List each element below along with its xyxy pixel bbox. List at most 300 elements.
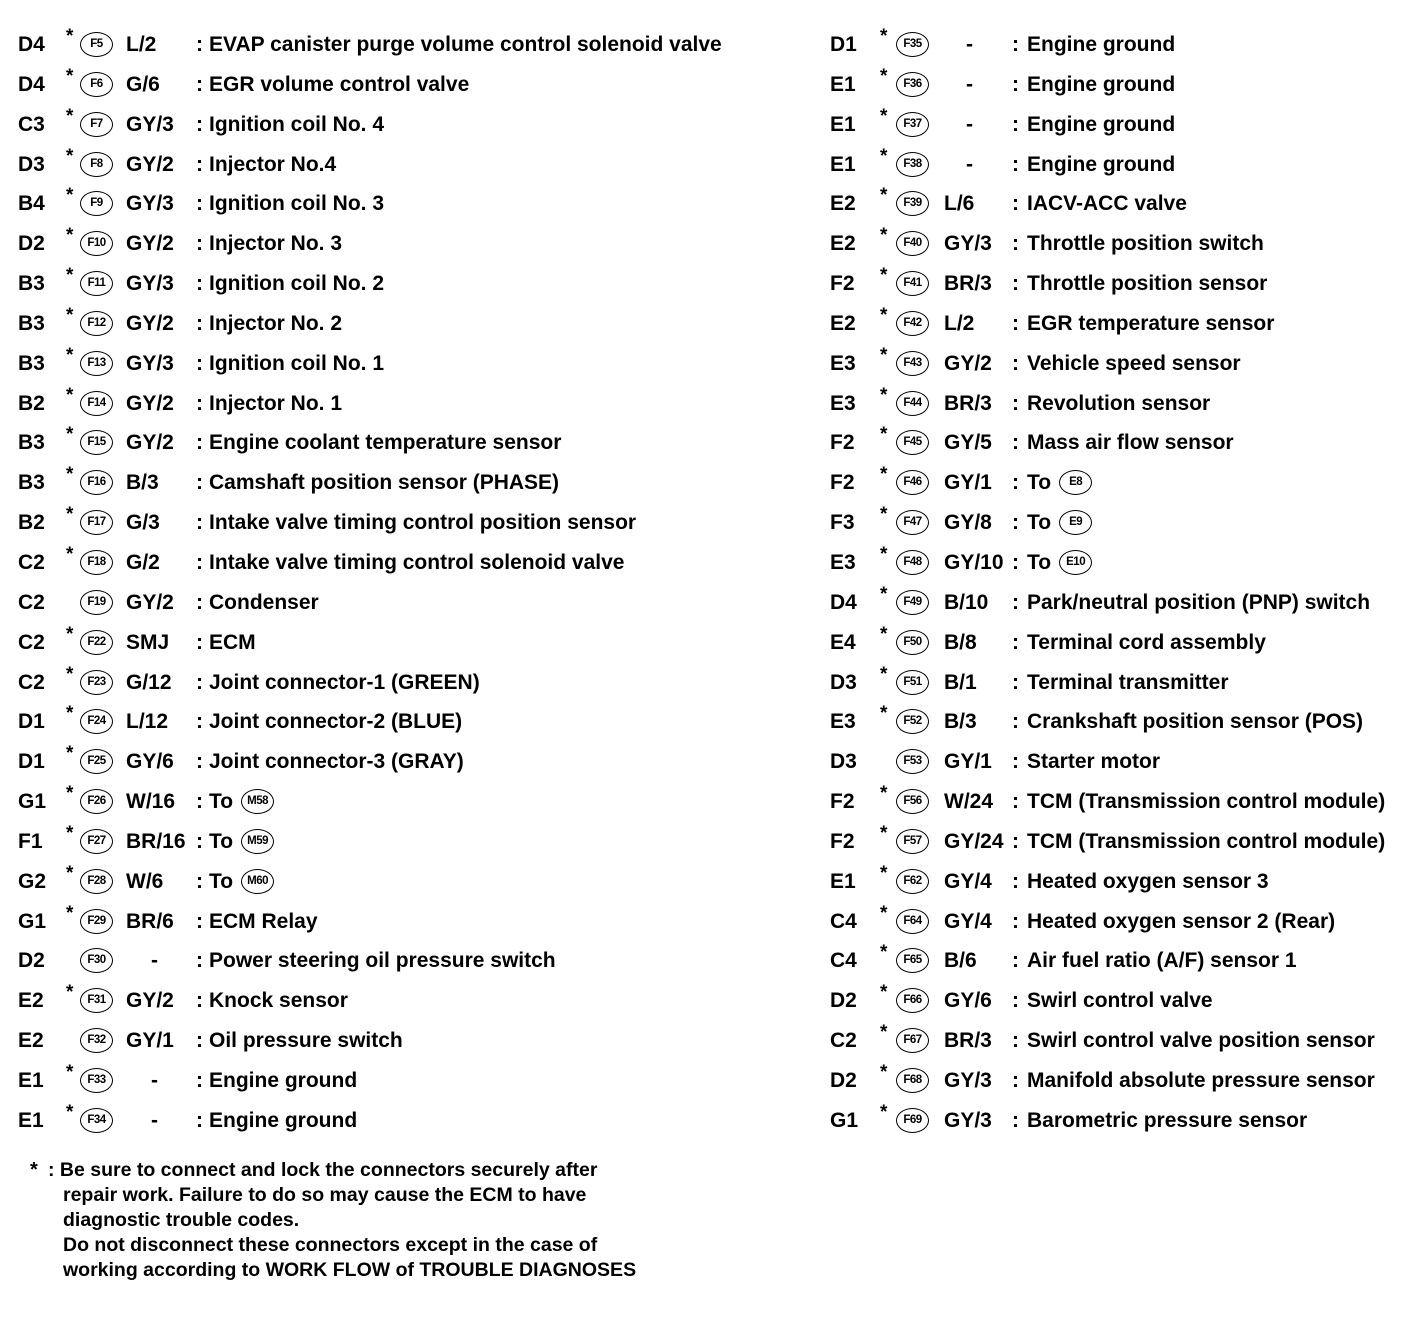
connector-symbol: F67 xyxy=(896,1028,929,1053)
asterisk-mark: * xyxy=(880,942,888,964)
connector-description xyxy=(1027,989,1213,1013)
description-text: Revolution sensor xyxy=(1027,391,1211,415)
colon: : xyxy=(1012,909,1019,933)
description-text: Vehicle speed sensor xyxy=(1027,351,1241,375)
connector-description xyxy=(1027,392,1210,416)
description-text: Heated oxygen sensor 2 (Rear) xyxy=(1027,909,1336,933)
connector-symbol: F66 xyxy=(896,988,929,1013)
description-text: Manifold absolute pressure sensor xyxy=(1027,1068,1375,1092)
connector-symbol: F38 xyxy=(896,152,929,177)
connector-symbol: F13 xyxy=(80,351,113,376)
connector-symbol: F16 xyxy=(80,470,113,495)
description-text: Park/neutral position (PNP) switch xyxy=(1027,590,1371,614)
connector-symbol: F8 xyxy=(80,152,113,177)
colon: : xyxy=(196,471,203,495)
asterisk-mark: * xyxy=(66,145,74,167)
grid-location: C2 xyxy=(18,590,45,614)
wire-color-terminals: G/3 xyxy=(126,511,160,535)
wire-color-terminals: L/2 xyxy=(944,311,975,335)
grid-location: E1 xyxy=(18,1108,44,1132)
warning-line: working according to WORK FLOW of TROUBLE DIAGNOSES xyxy=(63,1259,637,1281)
wire-color-terminals: - xyxy=(966,152,973,176)
connector-description xyxy=(1027,73,1175,97)
grid-location: E1 xyxy=(830,72,856,96)
connector-symbol: F46 xyxy=(896,470,929,495)
destination-connector-symbol: E10 xyxy=(1059,550,1092,575)
asterisk-mark: * xyxy=(66,344,74,366)
connector-description xyxy=(209,591,319,615)
grid-location: G2 xyxy=(18,869,47,893)
wire-color-terminals: B/8 xyxy=(944,630,977,654)
connector-description xyxy=(209,312,342,336)
connector-symbol: F9 xyxy=(80,191,113,216)
wire-color-terminals: BR/6 xyxy=(126,909,174,933)
connector-symbol: F11 xyxy=(80,271,113,296)
connector-description xyxy=(209,631,256,655)
colon: : xyxy=(196,869,203,893)
connector-description xyxy=(209,671,480,695)
grid-location: F1 xyxy=(18,829,43,853)
wire-color-terminals: - xyxy=(966,112,973,136)
description-text: Barometric pressure sensor xyxy=(1027,1108,1308,1132)
connector-symbol: F28 xyxy=(80,869,113,894)
asterisk-mark: * xyxy=(880,822,888,844)
connector-symbol: F36 xyxy=(896,72,929,97)
wire-color-terminals: GY/2 xyxy=(126,391,174,415)
colon: : xyxy=(196,710,203,734)
connector-description xyxy=(209,471,559,495)
description-text: EGR temperature sensor xyxy=(1027,311,1275,335)
connector-description xyxy=(209,113,384,137)
asterisk-mark: * xyxy=(880,225,888,247)
grid-location: D1 xyxy=(830,33,857,56)
wire-color-terminals: B/3 xyxy=(126,471,159,495)
note-line: : Be sure to connect and lock the connectors securely after xyxy=(48,1159,598,1181)
connector-description xyxy=(1027,232,1264,256)
asterisk-mark: * xyxy=(880,583,888,605)
grid-location: B3 xyxy=(18,311,45,335)
description-text: To xyxy=(209,790,234,814)
grid-location: D2 xyxy=(830,1068,857,1092)
description-text: Terminal cord assembly xyxy=(1027,630,1266,654)
colon: : xyxy=(1012,790,1019,814)
description-text: Ignition coil No. 1 xyxy=(209,351,384,375)
connector-description xyxy=(1027,710,1363,734)
connector-symbol: F7 xyxy=(80,112,113,137)
colon: : xyxy=(1012,471,1019,495)
connector-description xyxy=(1027,312,1274,336)
asterisk-mark: * xyxy=(880,623,888,645)
description-text: Ignition coil No. 2 xyxy=(209,272,384,296)
colon: : xyxy=(1012,511,1019,535)
connector-description xyxy=(209,352,384,376)
asterisk-mark: * xyxy=(66,783,74,805)
connector-symbol: F49 xyxy=(896,590,929,615)
asterisk-mark: * xyxy=(880,1022,888,1044)
wire-color-terminals: - xyxy=(151,1108,158,1132)
asterisk-mark: * xyxy=(66,623,74,645)
colon: : xyxy=(1012,1029,1019,1053)
colon: : xyxy=(196,630,203,654)
connector-symbol: F19 xyxy=(80,590,113,615)
connector-description xyxy=(1027,352,1241,376)
connector-symbol: F6 xyxy=(80,72,113,97)
description-text: Power steering oil pressure switch xyxy=(209,949,556,973)
connector-symbol: F68 xyxy=(896,1068,929,1093)
grid-location: F2 xyxy=(830,431,855,455)
colon: : xyxy=(1012,391,1019,415)
connector-description xyxy=(1027,471,1092,496)
colon: : xyxy=(1012,1108,1019,1132)
description-text: Injector No.4 xyxy=(209,152,337,176)
colon: : xyxy=(196,152,203,176)
asterisk-mark: * xyxy=(880,304,888,326)
colon: : xyxy=(196,112,203,136)
asterisk-mark: * xyxy=(66,424,74,446)
grid-location: D1 xyxy=(18,710,45,734)
connector-symbol: F39 xyxy=(896,191,929,216)
connector-symbol: F51 xyxy=(896,670,929,695)
colon: : xyxy=(1012,869,1019,893)
connector-description xyxy=(1027,551,1092,576)
wire-color-terminals: W/6 xyxy=(126,869,164,893)
description-text: Throttle position switch xyxy=(1027,232,1264,256)
asterisk-mark: * xyxy=(30,1159,38,1181)
wire-color-terminals: BR/16 xyxy=(126,829,186,853)
connector-description xyxy=(1027,830,1385,854)
colon: : xyxy=(1012,750,1019,774)
description-text: To xyxy=(1027,511,1052,535)
connector-description xyxy=(209,1109,357,1133)
grid-location: E3 xyxy=(830,391,856,415)
grid-location: E2 xyxy=(18,1029,44,1053)
colon: : xyxy=(196,351,203,375)
asterisk-mark: * xyxy=(880,982,888,1004)
connector-description xyxy=(1027,113,1175,137)
destination-connector-symbol: M59 xyxy=(241,829,274,854)
connector-symbol: F34 xyxy=(80,1108,113,1133)
wire-color-terminals: - xyxy=(966,33,973,56)
asterisk-mark: * xyxy=(66,862,74,884)
wire-color-terminals: BR/3 xyxy=(944,391,992,415)
connector-description xyxy=(209,272,384,296)
grid-location: F3 xyxy=(830,511,855,535)
grid-location: G1 xyxy=(830,1108,859,1132)
connector-symbol: F15 xyxy=(80,430,113,455)
asterisk-mark: * xyxy=(66,504,74,526)
colon: : xyxy=(196,1029,203,1053)
connector-symbol: F14 xyxy=(80,391,113,416)
description-text: Engine ground xyxy=(209,1068,358,1092)
asterisk-mark: * xyxy=(66,105,74,127)
colon: : xyxy=(1012,272,1019,296)
colon: : xyxy=(196,590,203,614)
connector-symbol: F33 xyxy=(80,1068,113,1093)
grid-location: E3 xyxy=(830,550,856,574)
connector-description xyxy=(209,73,469,97)
wire-color-terminals: W/16 xyxy=(126,790,176,814)
grid-location: D4 xyxy=(18,33,45,56)
connector-symbol: F50 xyxy=(896,630,929,655)
colon: : xyxy=(1012,949,1019,973)
wire-color-terminals: GY/3 xyxy=(944,232,992,256)
grid-location: B3 xyxy=(18,431,45,455)
colon: : xyxy=(196,33,203,56)
asterisk-mark: * xyxy=(66,743,74,765)
connector-symbol: F22 xyxy=(80,630,113,655)
description-text: Swirl control valve position sensor xyxy=(1027,1029,1375,1053)
connector-description xyxy=(209,790,274,815)
wire-color-terminals: GY/2 xyxy=(944,351,992,375)
grid-location: D2 xyxy=(18,949,45,973)
connector-description xyxy=(209,1029,403,1053)
description-text: EVAP canister purge volume control solenoid valve xyxy=(209,33,722,56)
wire-color-terminals: GY/2 xyxy=(126,590,174,614)
connector-description xyxy=(1027,33,1175,57)
wire-color-terminals: G/12 xyxy=(126,670,172,694)
connector-symbol: F29 xyxy=(80,909,113,934)
grid-location: D4 xyxy=(830,590,857,614)
connector-symbol: F45 xyxy=(896,430,929,455)
description-text: Intake valve timing control position sensor xyxy=(209,511,637,535)
asterisk-mark: * xyxy=(880,464,888,486)
description-text: Heated oxygen sensor 3 xyxy=(1027,869,1269,893)
grid-location: E1 xyxy=(830,152,856,176)
wire-color-terminals: GY/3 xyxy=(944,1108,992,1132)
description-text: To xyxy=(1027,551,1052,575)
asterisk-mark: * xyxy=(880,65,888,87)
asterisk-mark: * xyxy=(66,982,74,1004)
destination-connector-symbol: E8 xyxy=(1059,470,1092,495)
connector-description xyxy=(209,949,556,973)
connector-description xyxy=(1027,671,1229,695)
destination-connector-symbol: M58 xyxy=(241,789,274,814)
asterisk-mark: * xyxy=(66,543,74,565)
connector-symbol: F64 xyxy=(896,909,929,934)
wire-color-terminals: GY/2 xyxy=(126,311,174,335)
asterisk-mark: * xyxy=(880,1061,888,1083)
connector-symbol: F47 xyxy=(896,510,929,535)
connector-description xyxy=(1027,910,1335,934)
wire-color-terminals: GY/3 xyxy=(126,351,174,375)
wire-color-terminals: - xyxy=(966,72,973,96)
connector-symbol: F57 xyxy=(896,829,929,854)
grid-location: D4 xyxy=(18,72,45,96)
grid-location: B2 xyxy=(18,511,45,535)
asterisk-mark: * xyxy=(880,783,888,805)
colon: : xyxy=(196,72,203,96)
colon: : xyxy=(1012,431,1019,455)
asterisk-mark: * xyxy=(880,145,888,167)
grid-location: C4 xyxy=(830,909,857,933)
connector-description xyxy=(1027,949,1297,973)
grid-location: G1 xyxy=(18,790,47,814)
colon: : xyxy=(1012,630,1019,654)
description-text: To xyxy=(209,869,234,893)
asterisk-mark: * xyxy=(880,1101,888,1123)
colon: : xyxy=(1012,152,1019,176)
description-text: Starter motor xyxy=(1027,750,1161,774)
grid-location: B3 xyxy=(18,272,45,296)
connector-symbol: F26 xyxy=(80,789,113,814)
connector-symbol: F25 xyxy=(80,749,113,774)
asterisk-mark: * xyxy=(66,265,74,287)
warning-line: Do not disconnect these connectors except in the case of xyxy=(63,1234,598,1256)
description-text: Injector No. 1 xyxy=(209,391,343,415)
description-text: Engine ground xyxy=(1027,112,1176,136)
connector-symbol: F32 xyxy=(80,1028,113,1053)
asterisk-mark: * xyxy=(880,424,888,446)
description-text: Engine ground xyxy=(1027,152,1176,176)
colon: : xyxy=(1012,670,1019,694)
grid-location: E4 xyxy=(830,630,856,654)
grid-location: E2 xyxy=(18,989,44,1013)
asterisk-mark: * xyxy=(880,384,888,406)
description-text: Knock sensor xyxy=(209,989,348,1013)
wire-color-terminals: GY/4 xyxy=(944,869,992,893)
grid-location: E1 xyxy=(18,1068,44,1092)
description-text: Engine ground xyxy=(209,1108,358,1132)
colon: : xyxy=(196,1108,203,1132)
description-text: Ignition coil No. 3 xyxy=(209,192,384,216)
grid-location: C3 xyxy=(18,112,45,136)
connector-description xyxy=(209,870,274,895)
colon: : xyxy=(196,1068,203,1092)
description-text: Oil pressure switch xyxy=(209,1029,403,1053)
description-text: Intake valve timing control solenoid valve xyxy=(209,550,625,574)
connector-description xyxy=(209,710,462,734)
asterisk-mark: * xyxy=(66,26,74,47)
wire-color-terminals: GY/1 xyxy=(944,471,992,495)
asterisk-mark: * xyxy=(880,344,888,366)
description-text: To xyxy=(1027,471,1052,495)
asterisk-mark: * xyxy=(66,185,74,207)
asterisk-mark: * xyxy=(880,663,888,685)
description-text: ECM Relay xyxy=(209,909,318,933)
asterisk-mark: * xyxy=(880,504,888,526)
connector-description xyxy=(1027,631,1266,655)
connector-description xyxy=(209,830,274,855)
connector-description xyxy=(1027,1029,1375,1053)
grid-location: D3 xyxy=(830,670,857,694)
colon: : xyxy=(196,989,203,1013)
grid-location: D3 xyxy=(830,750,857,774)
description-text: Ignition coil No. 4 xyxy=(209,112,384,136)
asterisk-mark: * xyxy=(66,384,74,406)
description-text: TCM (Transmission control module) xyxy=(1027,829,1386,853)
wire-color-terminals: GY/2 xyxy=(126,232,174,256)
wire-color-terminals: GY/1 xyxy=(126,1029,174,1053)
grid-location: C2 xyxy=(830,1029,857,1053)
asterisk-mark: * xyxy=(880,26,888,47)
colon: : xyxy=(196,949,203,973)
connector-description xyxy=(209,750,464,774)
grid-location: F2 xyxy=(830,471,855,495)
colon: : xyxy=(1012,72,1019,96)
wire-color-terminals: GY/2 xyxy=(126,152,174,176)
connector-symbol: F62 xyxy=(896,869,929,894)
wire-color-terminals: GY/24 xyxy=(944,829,1004,853)
connector-symbol: F17 xyxy=(80,510,113,535)
asterisk-mark: * xyxy=(66,65,74,87)
asterisk-mark: * xyxy=(880,703,888,725)
grid-location: E2 xyxy=(830,232,856,256)
wire-color-terminals: L/6 xyxy=(944,192,975,216)
wire-color-terminals: GY/3 xyxy=(126,112,174,136)
wire-color-terminals: B/6 xyxy=(944,949,977,973)
colon: : xyxy=(1012,710,1019,734)
grid-location: F2 xyxy=(830,829,855,853)
colon: : xyxy=(196,272,203,296)
grid-location: B3 xyxy=(18,351,45,375)
connector-description xyxy=(1027,511,1092,536)
colon: : xyxy=(1012,311,1019,335)
wire-color-terminals: GY/8 xyxy=(944,511,992,535)
colon: : xyxy=(196,829,203,853)
destination-connector-symbol: M60 xyxy=(241,869,274,894)
grid-location: E3 xyxy=(830,710,856,734)
wire-color-terminals: GY/2 xyxy=(126,989,174,1013)
connector-symbol: F31 xyxy=(80,988,113,1013)
connector-symbol: F42 xyxy=(896,311,929,336)
connector-description xyxy=(209,33,722,57)
colon: : xyxy=(196,232,203,256)
connector-description xyxy=(1027,1109,1307,1133)
asterisk-mark: * xyxy=(880,105,888,127)
description-text: Joint connector-2 (BLUE) xyxy=(209,710,463,734)
description-text: Injector No. 3 xyxy=(209,232,343,256)
connector-symbol: F40 xyxy=(896,231,929,256)
wire-color-terminals: BR/3 xyxy=(944,1029,992,1053)
connector-description xyxy=(209,1069,357,1093)
description-text: Condenser xyxy=(209,590,319,614)
connector-symbol: F41 xyxy=(896,271,929,296)
connector-symbol: F56 xyxy=(896,789,929,814)
connector-description xyxy=(209,232,342,256)
grid-location: D2 xyxy=(18,232,45,256)
description-text: EGR volume control valve xyxy=(209,72,470,96)
colon: : xyxy=(196,431,203,455)
asterisk-mark: * xyxy=(880,265,888,287)
colon: : xyxy=(1012,192,1019,216)
colon: : xyxy=(196,909,203,933)
connector-description xyxy=(209,431,561,455)
connector-symbol: F65 xyxy=(896,948,929,973)
connector-symbol: F23 xyxy=(80,670,113,695)
description-text: Throttle position sensor xyxy=(1027,272,1268,296)
wire-color-terminals: GY/2 xyxy=(126,431,174,455)
connector-description xyxy=(209,392,342,416)
colon: : xyxy=(1012,232,1019,256)
colon: : xyxy=(1012,829,1019,853)
colon: : xyxy=(196,550,203,574)
grid-location: E2 xyxy=(830,311,856,335)
colon: : xyxy=(196,790,203,814)
description-text: Terminal transmitter xyxy=(1027,670,1229,694)
wire-color-terminals: B/3 xyxy=(944,710,977,734)
wire-color-terminals: GY/6 xyxy=(944,989,992,1013)
description-text: Joint connector-1 (GREEN) xyxy=(209,670,480,694)
asterisk-mark: * xyxy=(66,1101,74,1123)
connector-symbol: F10 xyxy=(80,231,113,256)
asterisk-mark: * xyxy=(880,185,888,207)
grid-location: F2 xyxy=(830,790,855,814)
description-text: ECM xyxy=(209,630,256,654)
connector-symbol: F43 xyxy=(896,351,929,376)
grid-location: D1 xyxy=(18,750,45,774)
grid-location: B3 xyxy=(18,471,45,495)
grid-location: B4 xyxy=(18,192,45,216)
